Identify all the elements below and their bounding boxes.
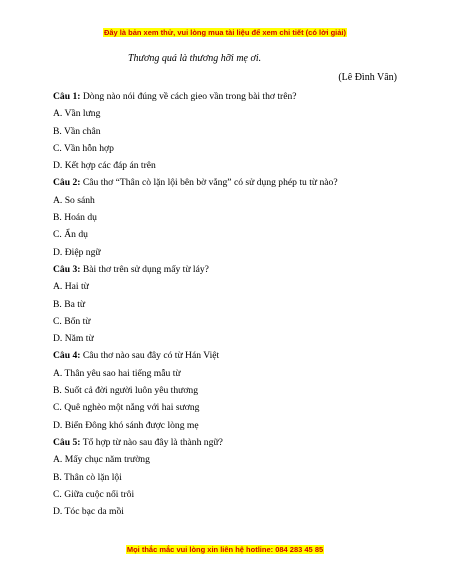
question-label: Câu 2: bbox=[53, 177, 81, 189]
answer-option: D. Năm từ bbox=[53, 333, 94, 345]
answer-option: B. Ba từ bbox=[53, 298, 86, 310]
question-label: Câu 3: bbox=[53, 263, 81, 275]
answer-option: B. Suốt cả đời người luôn yêu thương bbox=[53, 385, 199, 397]
author: (Lê Đình Vân) bbox=[338, 72, 397, 83]
question bbox=[53, 261, 413, 278]
question-text: Dòng nào nói đúng về cách gieo vần trong bài thơ trên? bbox=[82, 91, 297, 102]
question-text: Tổ hợp từ nào sau đây là thành ngữ? bbox=[82, 436, 223, 448]
answer-option: A. So sánh bbox=[53, 194, 95, 206]
question-list bbox=[53, 88, 413, 520]
question bbox=[53, 174, 413, 191]
question-text: Bài thơ trên sử dụng mấy từ láy? bbox=[82, 263, 209, 275]
poem-line: Thương quá là thương hỡi mẹ ơi. bbox=[128, 53, 262, 64]
question-label: Câu 5: bbox=[53, 436, 81, 448]
answer-option: C. Giữa cuộc nổi trôi bbox=[53, 488, 135, 500]
footer-banner bbox=[0, 545, 450, 554]
question-text: Câu thơ “Thân cò lặn lội bên bờ vắng” có sử dụng phép tu từ nào? bbox=[82, 177, 338, 189]
question-label: Câu 4: bbox=[53, 350, 81, 362]
answer-option: C. Ẩn dụ bbox=[53, 229, 88, 241]
answer-option: C. Vần hỗn hợp bbox=[53, 142, 114, 154]
answer-option: D. Kết hợp các đáp án trên bbox=[53, 160, 156, 172]
header-banner-text: Đây là bản xem thử, vui lòng mua tài liệu để xem chi tiết (có lời giải) bbox=[103, 28, 347, 37]
answer-option: D. Tóc bạc da mồi bbox=[53, 506, 124, 518]
answer-option: C. Bốn từ bbox=[53, 315, 91, 327]
question bbox=[53, 434, 413, 451]
answer-option: A. Vần lưng bbox=[53, 108, 101, 120]
answer-option: C. Quê nghèo một nắng với hai sương bbox=[53, 402, 200, 414]
answer-option: B. Thân cò lặn lội bbox=[53, 471, 122, 483]
header-banner bbox=[0, 28, 450, 37]
answer-option: A. Hai từ bbox=[53, 281, 89, 293]
question-text: Câu thơ nào sau đây có từ Hán Việt bbox=[82, 350, 220, 362]
footer-banner-text: Mọi thắc mắc vui lòng xin liên hệ hotline: 084 283 45 85 bbox=[126, 545, 324, 554]
question-label: Câu 1: bbox=[53, 91, 81, 102]
answer-option: B. Hoán dụ bbox=[53, 212, 97, 224]
answer-option: A. Thân yêu sao hai tiếng mẫu từ bbox=[53, 367, 181, 379]
question bbox=[53, 88, 413, 105]
answer-option: D. Điệp ngữ bbox=[53, 246, 101, 258]
answer-option: D. Biển Đông khó sánh được lòng mẹ bbox=[53, 419, 199, 431]
answer-option: A. Mấy chục năm trường bbox=[53, 454, 150, 466]
answer-option: B. Vần chân bbox=[53, 125, 101, 137]
question bbox=[53, 347, 413, 364]
